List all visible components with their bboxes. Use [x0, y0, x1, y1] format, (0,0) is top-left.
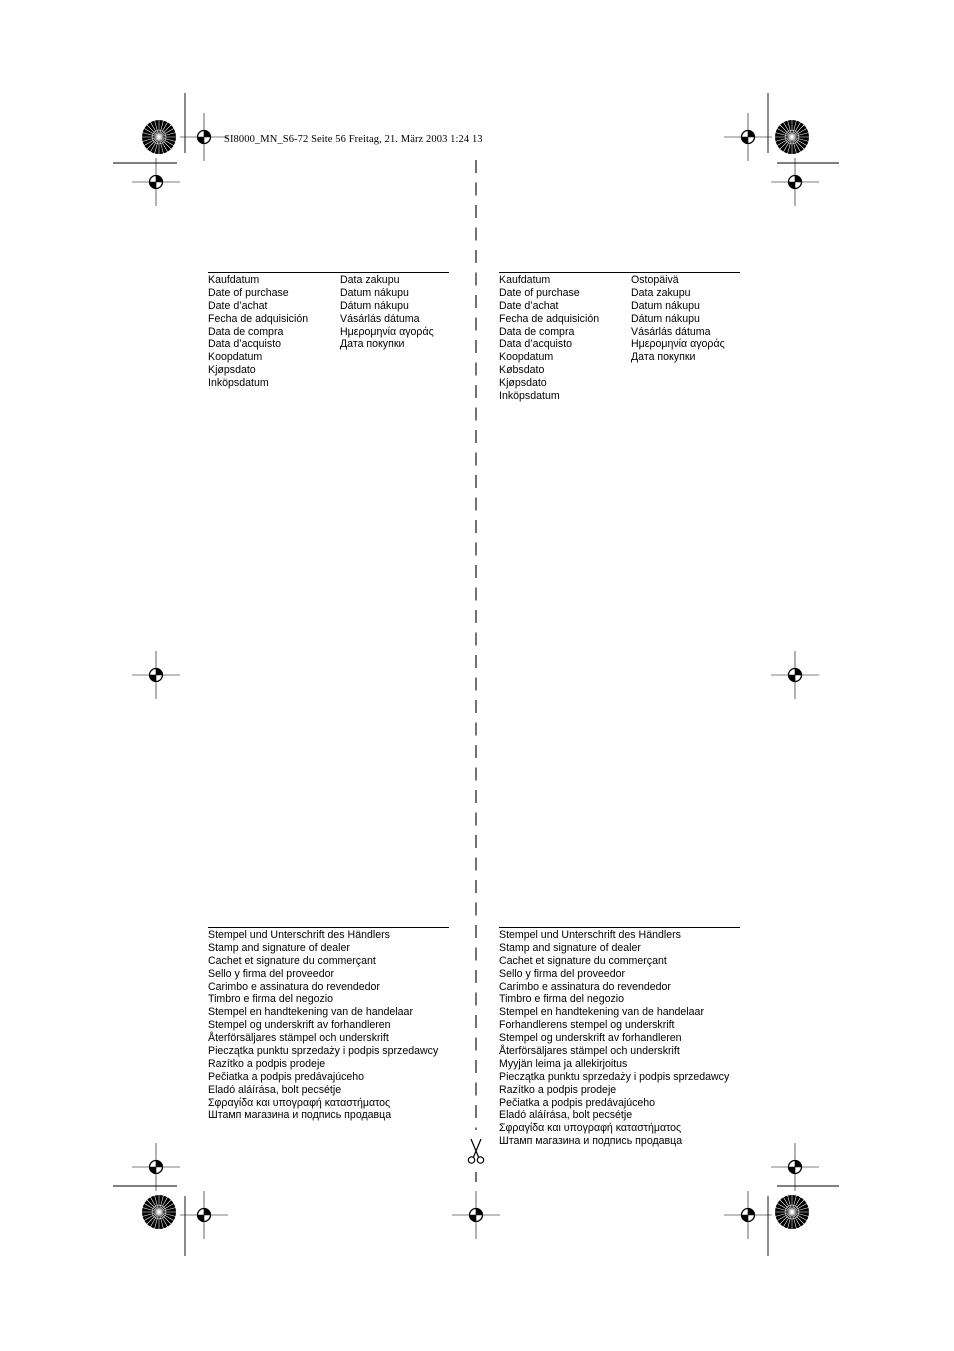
label-line: Cachet et signature du commerçant — [208, 954, 376, 967]
label-line: Stempel og underskrift av forhandleren — [208, 1019, 391, 1032]
label-line: Koopdatum — [208, 351, 263, 364]
label-line: Pieczątka punktu sprzedaży i podpis sprzedawcy — [208, 1045, 439, 1058]
label-line: Timbro e firma del negozio — [208, 993, 334, 1006]
label-line: Datum nákupu — [631, 299, 700, 312]
starburst-target-icon — [775, 120, 809, 154]
label-line: Kjøpsdato — [208, 364, 256, 377]
crop-lines — [113, 93, 839, 1256]
label-line: Pečiatka a podpis predávajúceho — [208, 1070, 365, 1083]
label-line: Razítko a podpis prodeje — [208, 1057, 326, 1070]
registration-mark-icon — [724, 1191, 772, 1239]
label-line: Carimbo e assinatura do revendedor — [208, 980, 380, 993]
label-line: Cachet et signature du commerçant — [499, 954, 667, 967]
label-line: Ημερομηνία αγοράς — [631, 338, 725, 351]
label-line: Date d’achat — [208, 299, 268, 312]
label-line: Stempel og underskrift av forhandleren — [499, 1032, 682, 1045]
label-line: Inköpsdatum — [499, 390, 560, 403]
label-line: Date of purchase — [499, 286, 580, 299]
label-line: Data de compra — [499, 325, 575, 338]
label-line: Återförsäljares stämpel och underskrift — [208, 1032, 389, 1045]
label-line: Data de compra — [208, 325, 284, 338]
label-line: Kaufdatum — [208, 274, 260, 286]
label-line: Ημερομηνία αγοράς — [340, 325, 434, 338]
label-line: Eladó aláírása, bolt pecsétje — [208, 1083, 342, 1096]
label-line: Pečiatka a podpis predávajúceho — [499, 1096, 656, 1109]
label-line: Dátum nákupu — [631, 312, 700, 325]
label-line: Data d’acquisto — [499, 338, 573, 351]
label-line: Koopdatum — [499, 351, 554, 364]
label-line: Σφραγίδα και υπογραφή καταστήματος — [499, 1122, 682, 1135]
starburst-target-icon — [142, 1195, 176, 1229]
label-line: Forhandlerens stempel og underskrift — [499, 1019, 675, 1032]
print-slug-header: SI8000_MN_S6-72 Seite 56 Freitag, 21. März 2003 1:24 13 — [224, 134, 483, 145]
label-line: Razítko a podpis prodeje — [499, 1083, 617, 1096]
label-line: Købsdato — [499, 364, 545, 377]
label-line: Date d’achat — [499, 299, 559, 312]
label-line: Дата покупки — [631, 351, 696, 364]
label-line: Штамп магазина и подпись продавца — [208, 1109, 392, 1122]
registration-mark-icon — [132, 651, 180, 699]
label-line: Vásárlás dátuma — [340, 312, 420, 325]
label-line: Stamp and signature of dealer — [499, 941, 641, 954]
registration-mark-icon — [724, 113, 772, 161]
registration-mark-icon — [771, 158, 819, 206]
label-line: Stempel en handtekening van de handelaar — [208, 1006, 413, 1019]
registration-mark-icon — [180, 1191, 228, 1239]
label-line: Inköpsdatum — [208, 377, 269, 390]
label-line: Kaufdatum — [499, 274, 551, 286]
starburst-target-icon — [775, 1195, 809, 1229]
registration-mark-icon — [771, 651, 819, 699]
label-line: Stamp and signature of dealer — [208, 941, 350, 954]
registration-mark-icon — [180, 113, 228, 161]
registration-mark-icon — [771, 1143, 819, 1191]
starburst-target-icon — [142, 120, 176, 154]
label-line: Återförsäljares stämpel och underskrift — [499, 1045, 680, 1058]
label-line: Kjøpsdato — [499, 377, 547, 390]
label-line: Sello y firma del proveedor — [208, 967, 335, 980]
registration-mark-icon — [132, 158, 180, 206]
label-line: Datum nákupu — [340, 286, 409, 299]
label-line: Дата покупки — [340, 338, 405, 351]
label-line: Fecha de adquisición — [499, 312, 600, 325]
label-line: Carimbo e assinatura do revendedor — [499, 980, 671, 993]
label-line: Stempel und Unterschrift des Händlers — [499, 929, 681, 941]
registration-mark-icon — [452, 1191, 500, 1239]
label-line: Stempel und Unterschrift des Händlers — [208, 929, 390, 941]
label-line: Data zakupu — [631, 286, 691, 299]
label-line: Ostopäivä — [631, 274, 679, 286]
registration-mark-icon — [132, 1143, 180, 1191]
label-line: Timbro e firma del negozio — [499, 993, 625, 1006]
label-line: Data zakupu — [340, 274, 400, 286]
label-line: Штамп магазина и подпись продавца — [499, 1135, 683, 1148]
label-line: Date of purchase — [208, 286, 289, 299]
label-line: Fecha de adquisición — [208, 312, 309, 325]
label-line: Eladó aláírása, bolt pecsétje — [499, 1109, 633, 1122]
label-line: Sello y firma del proveedor — [499, 967, 626, 980]
label-line: Stempel en handtekening van de handelaar — [499, 1006, 704, 1019]
label-line: Dátum nákupu — [340, 299, 409, 312]
label-line: Data d’acquisto — [208, 338, 282, 351]
scissors-icon — [468, 1139, 483, 1163]
label-line: Vásárlás dátuma — [631, 325, 711, 338]
label-line: Pieczątka punktu sprzedaży i podpis sprzedawcy — [499, 1070, 730, 1083]
label-line: Σφραγίδα και υπογραφή καταστήματος — [208, 1096, 391, 1109]
label-line: Myyjän leima ja allekirjoitus — [499, 1057, 628, 1070]
